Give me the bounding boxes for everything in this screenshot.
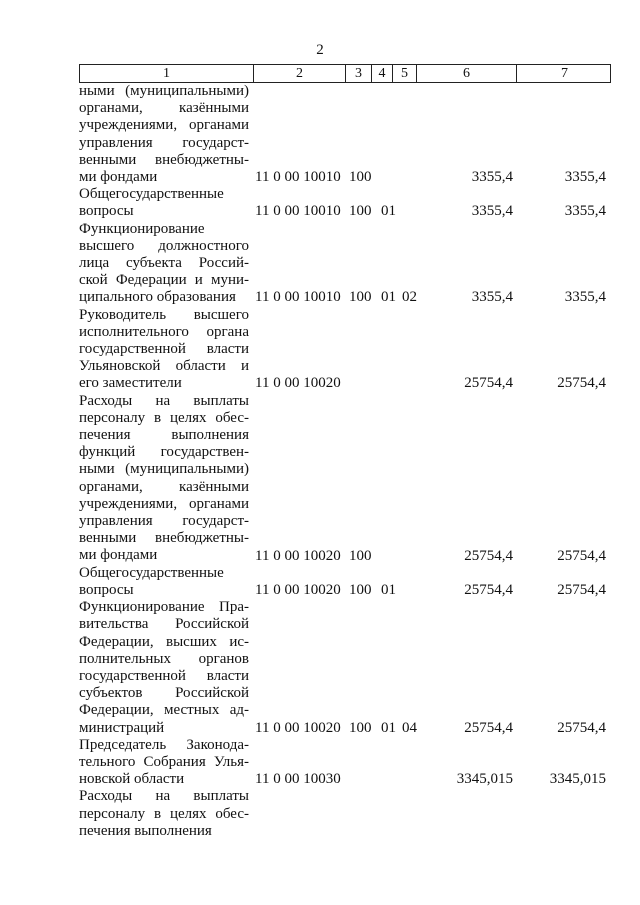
row-amount-col-7: 3355,4	[564, 169, 606, 186]
table-row	[79, 599, 611, 737]
header-col-2: 2	[254, 65, 346, 82]
row-expense-type: 100	[349, 719, 372, 736]
row-target-code: 11 0 00 10020	[255, 547, 341, 564]
row-name: Общегосударственные вопросы	[79, 186, 224, 220]
table-row	[79, 393, 611, 565]
row-amount-col-6: 25754,4	[464, 375, 513, 392]
header-col-1: 1	[80, 65, 254, 82]
row-target-code: 11 0 00 10020	[255, 375, 341, 392]
table-header	[79, 64, 611, 83]
row-target-code: 11 0 00 10020	[255, 719, 341, 736]
table-row	[79, 737, 611, 789]
row-subsection: 02	[402, 289, 417, 306]
table-row	[79, 788, 611, 840]
row-target-code: 11 0 00 10010	[255, 169, 341, 186]
row-amount-col-6: 25754,4	[464, 719, 513, 736]
row-name: Председатель Законода- тельного Собрания Улья- новской области	[79, 736, 249, 788]
page-number: 2	[316, 42, 324, 58]
row-target-code: 11 0 00 10030	[255, 771, 341, 788]
row-target-code: 11 0 00 10010	[255, 289, 341, 306]
table-row	[79, 83, 611, 186]
row-amount-col-6: 25754,4	[464, 581, 513, 598]
row-amount-col-6: 3345,015	[456, 771, 513, 788]
header-col-3: 3	[346, 65, 372, 82]
row-amount-col-6: 3355,4	[471, 203, 513, 220]
row-amount-col-7: 25754,4	[557, 719, 606, 736]
row-expense-type: 100	[349, 581, 372, 598]
row-section: 01	[381, 581, 396, 598]
row-name: Функционирование высшего должностного лица субъекта Россий- ской Федерации и муни- ципального образования	[79, 220, 249, 306]
row-name: Функционирование Пра- вительства Российской Федерации, высших ис- полнительных органов государственной власти субъектов Российской Федерации, местных ад- министраций	[79, 599, 249, 736]
row-subsection: 04	[402, 719, 417, 736]
table-row	[79, 221, 611, 307]
header-col-6: 6	[417, 65, 517, 82]
row-name: Руководитель высшего исполнительного органа государственной власти Ульяновской области и его заместители	[79, 306, 249, 392]
table-row	[79, 565, 611, 599]
table-body	[79, 83, 611, 840]
row-target-code: 11 0 00 10010	[255, 203, 341, 220]
row-amount-col-7: 3345,015	[549, 771, 606, 788]
row-target-code: 11 0 00 10020	[255, 581, 341, 598]
row-name: ными (муниципальными) органами, казёнными учреждениями, органами управления государст- венными внебюджетны- ми фондами	[79, 83, 249, 186]
row-name: Расходы на выплаты персоналу в целях обес- печения выполнения	[79, 788, 249, 839]
row-name: Расходы на выплаты персоналу в целях обес- печения выполнения функций государствен- ными (муниципальными) органами, казёнными учреждениями, органами управления государст- венными внебюджетны- ми фондами	[79, 392, 249, 564]
header-col-7: 7	[561, 66, 568, 81]
row-section: 01	[381, 719, 396, 736]
table-row	[79, 307, 611, 393]
row-amount-col-7: 25754,4	[557, 375, 606, 392]
row-amount-col-6: 25754,4	[464, 547, 513, 564]
row-expense-type: 100	[349, 289, 372, 306]
row-amount-col-7: 25754,4	[557, 547, 606, 564]
row-expense-type: 100	[349, 203, 372, 220]
row-expense-type: 100	[349, 547, 372, 564]
row-amount-col-6: 3355,4	[471, 289, 513, 306]
header-col-5: 5	[393, 65, 417, 82]
row-section: 01	[381, 289, 396, 306]
row-section: 01	[381, 203, 396, 220]
row-amount-col-7: 3355,4	[564, 203, 606, 220]
row-name: Общегосударственные вопросы	[79, 564, 224, 598]
header-col-4: 4	[372, 65, 393, 82]
row-amount-col-7: 25754,4	[557, 581, 606, 598]
table-row	[79, 186, 611, 220]
row-expense-type: 100	[349, 169, 372, 186]
row-amount-col-7: 3355,4	[564, 289, 606, 306]
row-amount-col-6: 3355,4	[471, 169, 513, 186]
